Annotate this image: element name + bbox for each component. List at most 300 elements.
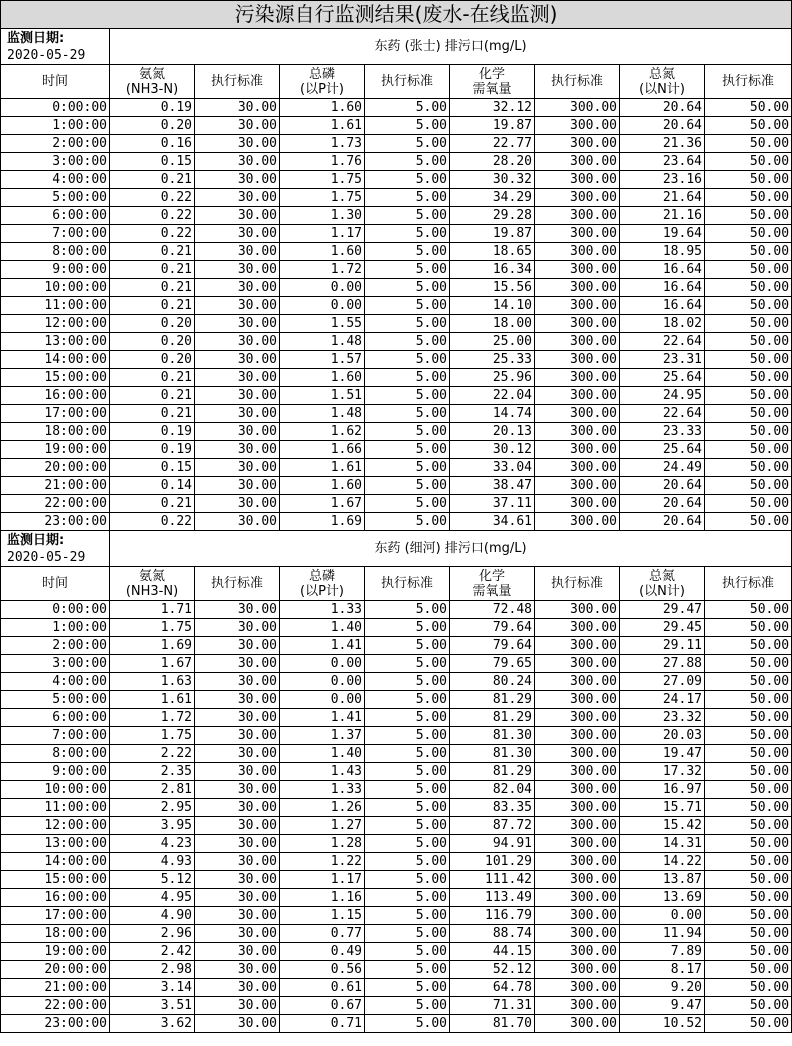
value-cell: 50.00 (705, 1015, 792, 1033)
value-cell: 50.00 (705, 601, 792, 619)
value-cell: 300.00 (535, 495, 620, 513)
time-cell: 8:00:00 (1, 243, 110, 261)
value-cell: 50.00 (705, 171, 792, 189)
value-cell: 2.95 (110, 799, 195, 817)
value-cell: 1.73 (280, 135, 365, 153)
value-cell: 300.00 (535, 691, 620, 709)
value-cell: 300.00 (535, 601, 620, 619)
value-cell: 30.00 (195, 781, 280, 799)
value-cell: 0.20 (110, 117, 195, 135)
value-cell: 80.24 (450, 673, 535, 691)
value-cell: 5.00 (365, 799, 450, 817)
column-header-line1: 执行标准 (722, 576, 775, 591)
value-cell: 5.00 (365, 369, 450, 387)
table-row (1, 925, 792, 943)
time-cell: 11:00:00 (1, 297, 110, 315)
value-cell: 50.00 (705, 817, 792, 835)
value-cell: 20.64 (620, 117, 705, 135)
value-cell: 81.30 (450, 745, 535, 763)
value-cell: 5.00 (365, 135, 450, 153)
value-cell: 50.00 (705, 925, 792, 943)
value-cell: 3.14 (110, 979, 195, 997)
value-cell: 300.00 (535, 513, 620, 531)
value-cell: 88.74 (450, 925, 535, 943)
table-row (1, 369, 792, 387)
value-cell: 1.55 (280, 315, 365, 333)
value-cell: 300.00 (535, 387, 620, 405)
value-cell: 15.42 (620, 817, 705, 835)
value-cell: 21.16 (620, 207, 705, 225)
value-cell: 30.00 (195, 619, 280, 637)
value-cell: 1.22 (280, 853, 365, 871)
value-cell: 5.00 (365, 153, 450, 171)
value-cell: 14.31 (620, 835, 705, 853)
value-cell: 300.00 (535, 279, 620, 297)
value-cell: 0.61 (280, 979, 365, 997)
value-cell: 300.00 (535, 655, 620, 673)
value-cell: 116.79 (450, 907, 535, 925)
table-row (1, 763, 792, 781)
time-cell: 14:00:00 (1, 351, 110, 369)
time-cell: 5:00:00 (1, 691, 110, 709)
value-cell: 300.00 (535, 817, 620, 835)
time-cell: 0:00:00 (1, 601, 110, 619)
value-cell: 30.00 (195, 279, 280, 297)
value-cell: 5.00 (365, 943, 450, 961)
value-cell: 50.00 (705, 835, 792, 853)
value-cell: 5.00 (365, 207, 450, 225)
column-header-line2: (以P计) (300, 81, 344, 97)
table-row (1, 423, 792, 441)
table-row (1, 333, 792, 351)
value-cell: 0.71 (280, 1015, 365, 1033)
value-cell: 0.22 (110, 189, 195, 207)
value-cell: 50.00 (705, 387, 792, 405)
value-cell: 0.00 (280, 297, 365, 315)
value-cell: 300.00 (535, 961, 620, 979)
value-cell: 4.93 (110, 853, 195, 871)
value-cell: 5.00 (365, 655, 450, 673)
value-cell: 0.00 (620, 907, 705, 925)
column-header-line1: 总磷 (308, 66, 335, 82)
column-header-line1: 执行标准 (380, 74, 433, 89)
value-cell: 0.19 (110, 441, 195, 459)
value-cell: 8.17 (620, 961, 705, 979)
value-cell: 5.00 (365, 907, 450, 925)
value-cell: 79.64 (450, 637, 535, 655)
value-cell: 1.15 (280, 907, 365, 925)
column-header (450, 65, 535, 99)
section-header-row (1, 531, 792, 567)
column-header-line2: (以N计) (639, 81, 685, 97)
value-cell: 0.49 (280, 943, 365, 961)
value-cell: 30.00 (195, 997, 280, 1015)
value-cell: 101.29 (450, 853, 535, 871)
value-cell: 5.00 (365, 243, 450, 261)
value-cell: 52.12 (450, 961, 535, 979)
value-cell: 50.00 (705, 799, 792, 817)
value-cell: 5.12 (110, 871, 195, 889)
outlet-name: 东药 (张士) 排污口(mg/L) (110, 29, 792, 65)
value-cell: 2.96 (110, 925, 195, 943)
value-cell: 5.00 (365, 853, 450, 871)
time-cell: 18:00:00 (1, 423, 110, 441)
value-cell: 2.42 (110, 943, 195, 961)
value-cell: 300.00 (535, 745, 620, 763)
value-cell: 0.67 (280, 997, 365, 1015)
value-cell: 1.41 (280, 709, 365, 727)
value-cell: 300.00 (535, 853, 620, 871)
table-row (1, 943, 792, 961)
value-cell: 16.64 (620, 279, 705, 297)
time-cell: 22:00:00 (1, 495, 110, 513)
table-row (1, 961, 792, 979)
time-cell: 19:00:00 (1, 943, 110, 961)
table-row (1, 495, 792, 513)
value-cell: 30.00 (195, 351, 280, 369)
value-cell: 25.33 (450, 351, 535, 369)
time-cell: 17:00:00 (1, 907, 110, 925)
value-cell: 1.67 (110, 655, 195, 673)
value-cell: 30.00 (195, 99, 280, 117)
value-cell: 30.00 (195, 405, 280, 423)
value-cell: 300.00 (535, 727, 620, 745)
value-cell: 5.00 (365, 835, 450, 853)
value-cell: 5.00 (365, 405, 450, 423)
value-cell: 1.33 (280, 601, 365, 619)
value-cell: 113.49 (450, 889, 535, 907)
value-cell: 50.00 (705, 99, 792, 117)
value-cell: 1.61 (280, 459, 365, 477)
value-cell: 1.76 (280, 153, 365, 171)
value-cell: 300.00 (535, 997, 620, 1015)
column-header-line1: 总氮 (648, 66, 675, 82)
column-header-line1: 执行标准 (722, 74, 775, 89)
value-cell: 10.52 (620, 1015, 705, 1033)
value-cell: 1.48 (280, 405, 365, 423)
value-cell: 300.00 (535, 135, 620, 153)
value-cell: 9.47 (620, 997, 705, 1015)
value-cell: 5.00 (365, 171, 450, 189)
value-cell: 300.00 (535, 1015, 620, 1033)
table-row (1, 691, 792, 709)
value-cell: 1.40 (280, 745, 365, 763)
value-cell: 1.48 (280, 333, 365, 351)
value-cell: 50.00 (705, 745, 792, 763)
time-cell: 6:00:00 (1, 709, 110, 727)
value-cell: 1.16 (280, 889, 365, 907)
value-cell: 30.00 (195, 513, 280, 531)
table-row (1, 153, 792, 171)
value-cell: 19.87 (450, 225, 535, 243)
value-cell: 50.00 (705, 655, 792, 673)
value-cell: 5.00 (365, 333, 450, 351)
value-cell: 1.27 (280, 817, 365, 835)
column-header (1, 567, 110, 601)
value-cell: 30.00 (195, 315, 280, 333)
value-cell: 50.00 (705, 189, 792, 207)
value-cell: 50.00 (705, 513, 792, 531)
value-cell: 1.61 (280, 117, 365, 135)
value-cell: 14.10 (450, 297, 535, 315)
table-row (1, 189, 792, 207)
value-cell: 50.00 (705, 297, 792, 315)
value-cell: 30.00 (195, 189, 280, 207)
column-header-line1: 执行标准 (550, 576, 603, 591)
value-cell: 5.00 (365, 495, 450, 513)
value-cell: 30.00 (195, 907, 280, 925)
value-cell: 44.15 (450, 943, 535, 961)
value-cell: 7.89 (620, 943, 705, 961)
column-header (705, 65, 792, 99)
value-cell: 50.00 (705, 781, 792, 799)
column-header (195, 65, 280, 99)
value-cell: 300.00 (535, 333, 620, 351)
time-cell: 12:00:00 (1, 315, 110, 333)
value-cell: 5.00 (365, 781, 450, 799)
value-cell: 300.00 (535, 799, 620, 817)
value-cell: 0.15 (110, 153, 195, 171)
value-cell: 50.00 (705, 619, 792, 637)
value-cell: 30.00 (195, 637, 280, 655)
value-cell: 25.00 (450, 333, 535, 351)
table-row (1, 907, 792, 925)
value-cell: 1.72 (110, 709, 195, 727)
value-cell: 30.00 (195, 835, 280, 853)
value-cell: 300.00 (535, 423, 620, 441)
value-cell: 23.31 (620, 351, 705, 369)
value-cell: 22.64 (620, 333, 705, 351)
value-cell: 30.00 (195, 135, 280, 153)
column-header (620, 65, 705, 99)
value-cell: 19.64 (620, 225, 705, 243)
value-cell: 0.21 (110, 243, 195, 261)
value-cell: 5.00 (365, 459, 450, 477)
column-header-line2: 需氧量 (472, 81, 512, 97)
value-cell: 1.67 (280, 495, 365, 513)
value-cell: 30.00 (195, 871, 280, 889)
value-cell: 0.21 (110, 405, 195, 423)
column-header-line2: (以N计) (639, 583, 685, 599)
value-cell: 5.00 (365, 351, 450, 369)
monitoring-date-label: 监测日期: (7, 532, 65, 548)
column-header (280, 65, 365, 99)
value-cell: 37.11 (450, 495, 535, 513)
table-row (1, 709, 792, 727)
value-cell: 22.64 (620, 405, 705, 423)
value-cell: 300.00 (535, 889, 620, 907)
table-row (1, 997, 792, 1015)
value-cell: 1.60 (280, 243, 365, 261)
value-cell: 50.00 (705, 423, 792, 441)
column-header-line1: 执行标准 (210, 576, 263, 591)
value-cell: 5.00 (365, 279, 450, 297)
value-cell: 0.22 (110, 513, 195, 531)
time-cell: 6:00:00 (1, 207, 110, 225)
value-cell: 1.43 (280, 763, 365, 781)
value-cell: 50.00 (705, 907, 792, 925)
value-cell: 3.51 (110, 997, 195, 1015)
value-cell: 81.29 (450, 691, 535, 709)
value-cell: 50.00 (705, 243, 792, 261)
value-cell: 16.64 (620, 297, 705, 315)
section-header-row (1, 29, 792, 65)
column-header (620, 567, 705, 601)
value-cell: 5.00 (365, 513, 450, 531)
value-cell: 20.64 (620, 495, 705, 513)
table-row (1, 243, 792, 261)
value-cell: 1.75 (110, 619, 195, 637)
value-cell: 5.00 (365, 745, 450, 763)
table-row (1, 673, 792, 691)
value-cell: 30.00 (195, 727, 280, 745)
value-cell: 0.21 (110, 297, 195, 315)
table-row (1, 853, 792, 871)
value-cell: 30.00 (195, 171, 280, 189)
table-row (1, 279, 792, 297)
value-cell: 5.00 (365, 691, 450, 709)
value-cell: 82.04 (450, 781, 535, 799)
value-cell: 1.33 (280, 781, 365, 799)
value-cell: 50.00 (705, 997, 792, 1015)
value-cell: 0.21 (110, 387, 195, 405)
value-cell: 27.88 (620, 655, 705, 673)
value-cell: 25.96 (450, 369, 535, 387)
value-cell: 30.00 (195, 369, 280, 387)
time-cell: 10:00:00 (1, 279, 110, 297)
value-cell: 33.04 (450, 459, 535, 477)
value-cell: 300.00 (535, 477, 620, 495)
table-row (1, 727, 792, 745)
value-cell: 0.20 (110, 315, 195, 333)
value-cell: 18.95 (620, 243, 705, 261)
value-cell: 30.00 (195, 387, 280, 405)
value-cell: 1.60 (280, 369, 365, 387)
value-cell: 0.22 (110, 225, 195, 243)
column-header-line1: 化学 (478, 568, 505, 584)
table-row (1, 619, 792, 637)
value-cell: 23.64 (620, 153, 705, 171)
value-cell: 18.65 (450, 243, 535, 261)
value-cell: 0.21 (110, 369, 195, 387)
value-cell: 300.00 (535, 99, 620, 117)
value-cell: 5.00 (365, 619, 450, 637)
table-row (1, 835, 792, 853)
value-cell: 50.00 (705, 889, 792, 907)
value-cell: 20.64 (620, 99, 705, 117)
value-cell: 2.22 (110, 745, 195, 763)
table-row (1, 799, 792, 817)
value-cell: 300.00 (535, 117, 620, 135)
value-cell: 300.00 (535, 405, 620, 423)
column-header (450, 567, 535, 601)
time-cell: 4:00:00 (1, 171, 110, 189)
value-cell: 50.00 (705, 351, 792, 369)
value-cell: 30.00 (195, 853, 280, 871)
value-cell: 300.00 (535, 207, 620, 225)
value-cell: 38.47 (450, 477, 535, 495)
time-cell: 1:00:00 (1, 619, 110, 637)
value-cell: 0.56 (280, 961, 365, 979)
table-row (1, 387, 792, 405)
monitoring-date-cell (1, 531, 110, 567)
value-cell: 1.40 (280, 619, 365, 637)
value-cell: 5.00 (365, 315, 450, 333)
column-header-line1: 总氮 (648, 568, 675, 584)
value-cell: 20.13 (450, 423, 535, 441)
table-row (1, 351, 792, 369)
value-cell: 300.00 (535, 315, 620, 333)
column-header-line1: 执行标准 (210, 74, 263, 89)
value-cell: 50.00 (705, 943, 792, 961)
value-cell: 21.64 (620, 189, 705, 207)
value-cell: 0.19 (110, 99, 195, 117)
table-row (1, 459, 792, 477)
column-header-line1: 执行标准 (550, 74, 603, 89)
monitoring-date-label: 监测日期: (7, 30, 65, 46)
value-cell: 1.69 (280, 513, 365, 531)
column-header (280, 567, 365, 601)
value-cell: 30.00 (195, 979, 280, 997)
column-header (195, 567, 280, 601)
value-cell: 50.00 (705, 441, 792, 459)
value-cell: 50.00 (705, 673, 792, 691)
value-cell: 1.30 (280, 207, 365, 225)
value-cell: 34.29 (450, 189, 535, 207)
value-cell: 50.00 (705, 369, 792, 387)
value-cell: 1.71 (110, 601, 195, 619)
value-cell: 50.00 (705, 691, 792, 709)
time-cell: 3:00:00 (1, 153, 110, 171)
value-cell: 72.48 (450, 601, 535, 619)
value-cell: 5.00 (365, 387, 450, 405)
value-cell: 0.22 (110, 207, 195, 225)
value-cell: 18.00 (450, 315, 535, 333)
table-row (1, 1015, 792, 1033)
time-cell: 9:00:00 (1, 763, 110, 781)
value-cell: 30.00 (195, 943, 280, 961)
value-cell: 50.00 (705, 961, 792, 979)
time-cell: 19:00:00 (1, 441, 110, 459)
value-cell: 5.00 (365, 601, 450, 619)
time-cell: 2:00:00 (1, 135, 110, 153)
value-cell: 1.75 (110, 727, 195, 745)
value-cell: 50.00 (705, 477, 792, 495)
value-cell: 30.00 (195, 441, 280, 459)
value-cell: 81.30 (450, 727, 535, 745)
value-cell: 0.00 (280, 655, 365, 673)
value-cell: 50.00 (705, 117, 792, 135)
column-header (110, 65, 195, 99)
value-cell: 30.00 (195, 961, 280, 979)
value-cell: 1.51 (280, 387, 365, 405)
column-header-line1: 总磷 (308, 568, 335, 584)
value-cell: 300.00 (535, 871, 620, 889)
value-cell: 300.00 (535, 225, 620, 243)
value-cell: 29.47 (620, 601, 705, 619)
value-cell: 0.21 (110, 495, 195, 513)
time-cell: 1:00:00 (1, 117, 110, 135)
table-row (1, 817, 792, 835)
column-header-line2: (NH3-N) (125, 583, 179, 599)
table-row (1, 871, 792, 889)
value-cell: 30.32 (450, 171, 535, 189)
time-cell: 9:00:00 (1, 261, 110, 279)
value-cell: 5.00 (365, 817, 450, 835)
time-cell: 2:00:00 (1, 637, 110, 655)
value-cell: 1.72 (280, 261, 365, 279)
value-cell: 13.87 (620, 871, 705, 889)
